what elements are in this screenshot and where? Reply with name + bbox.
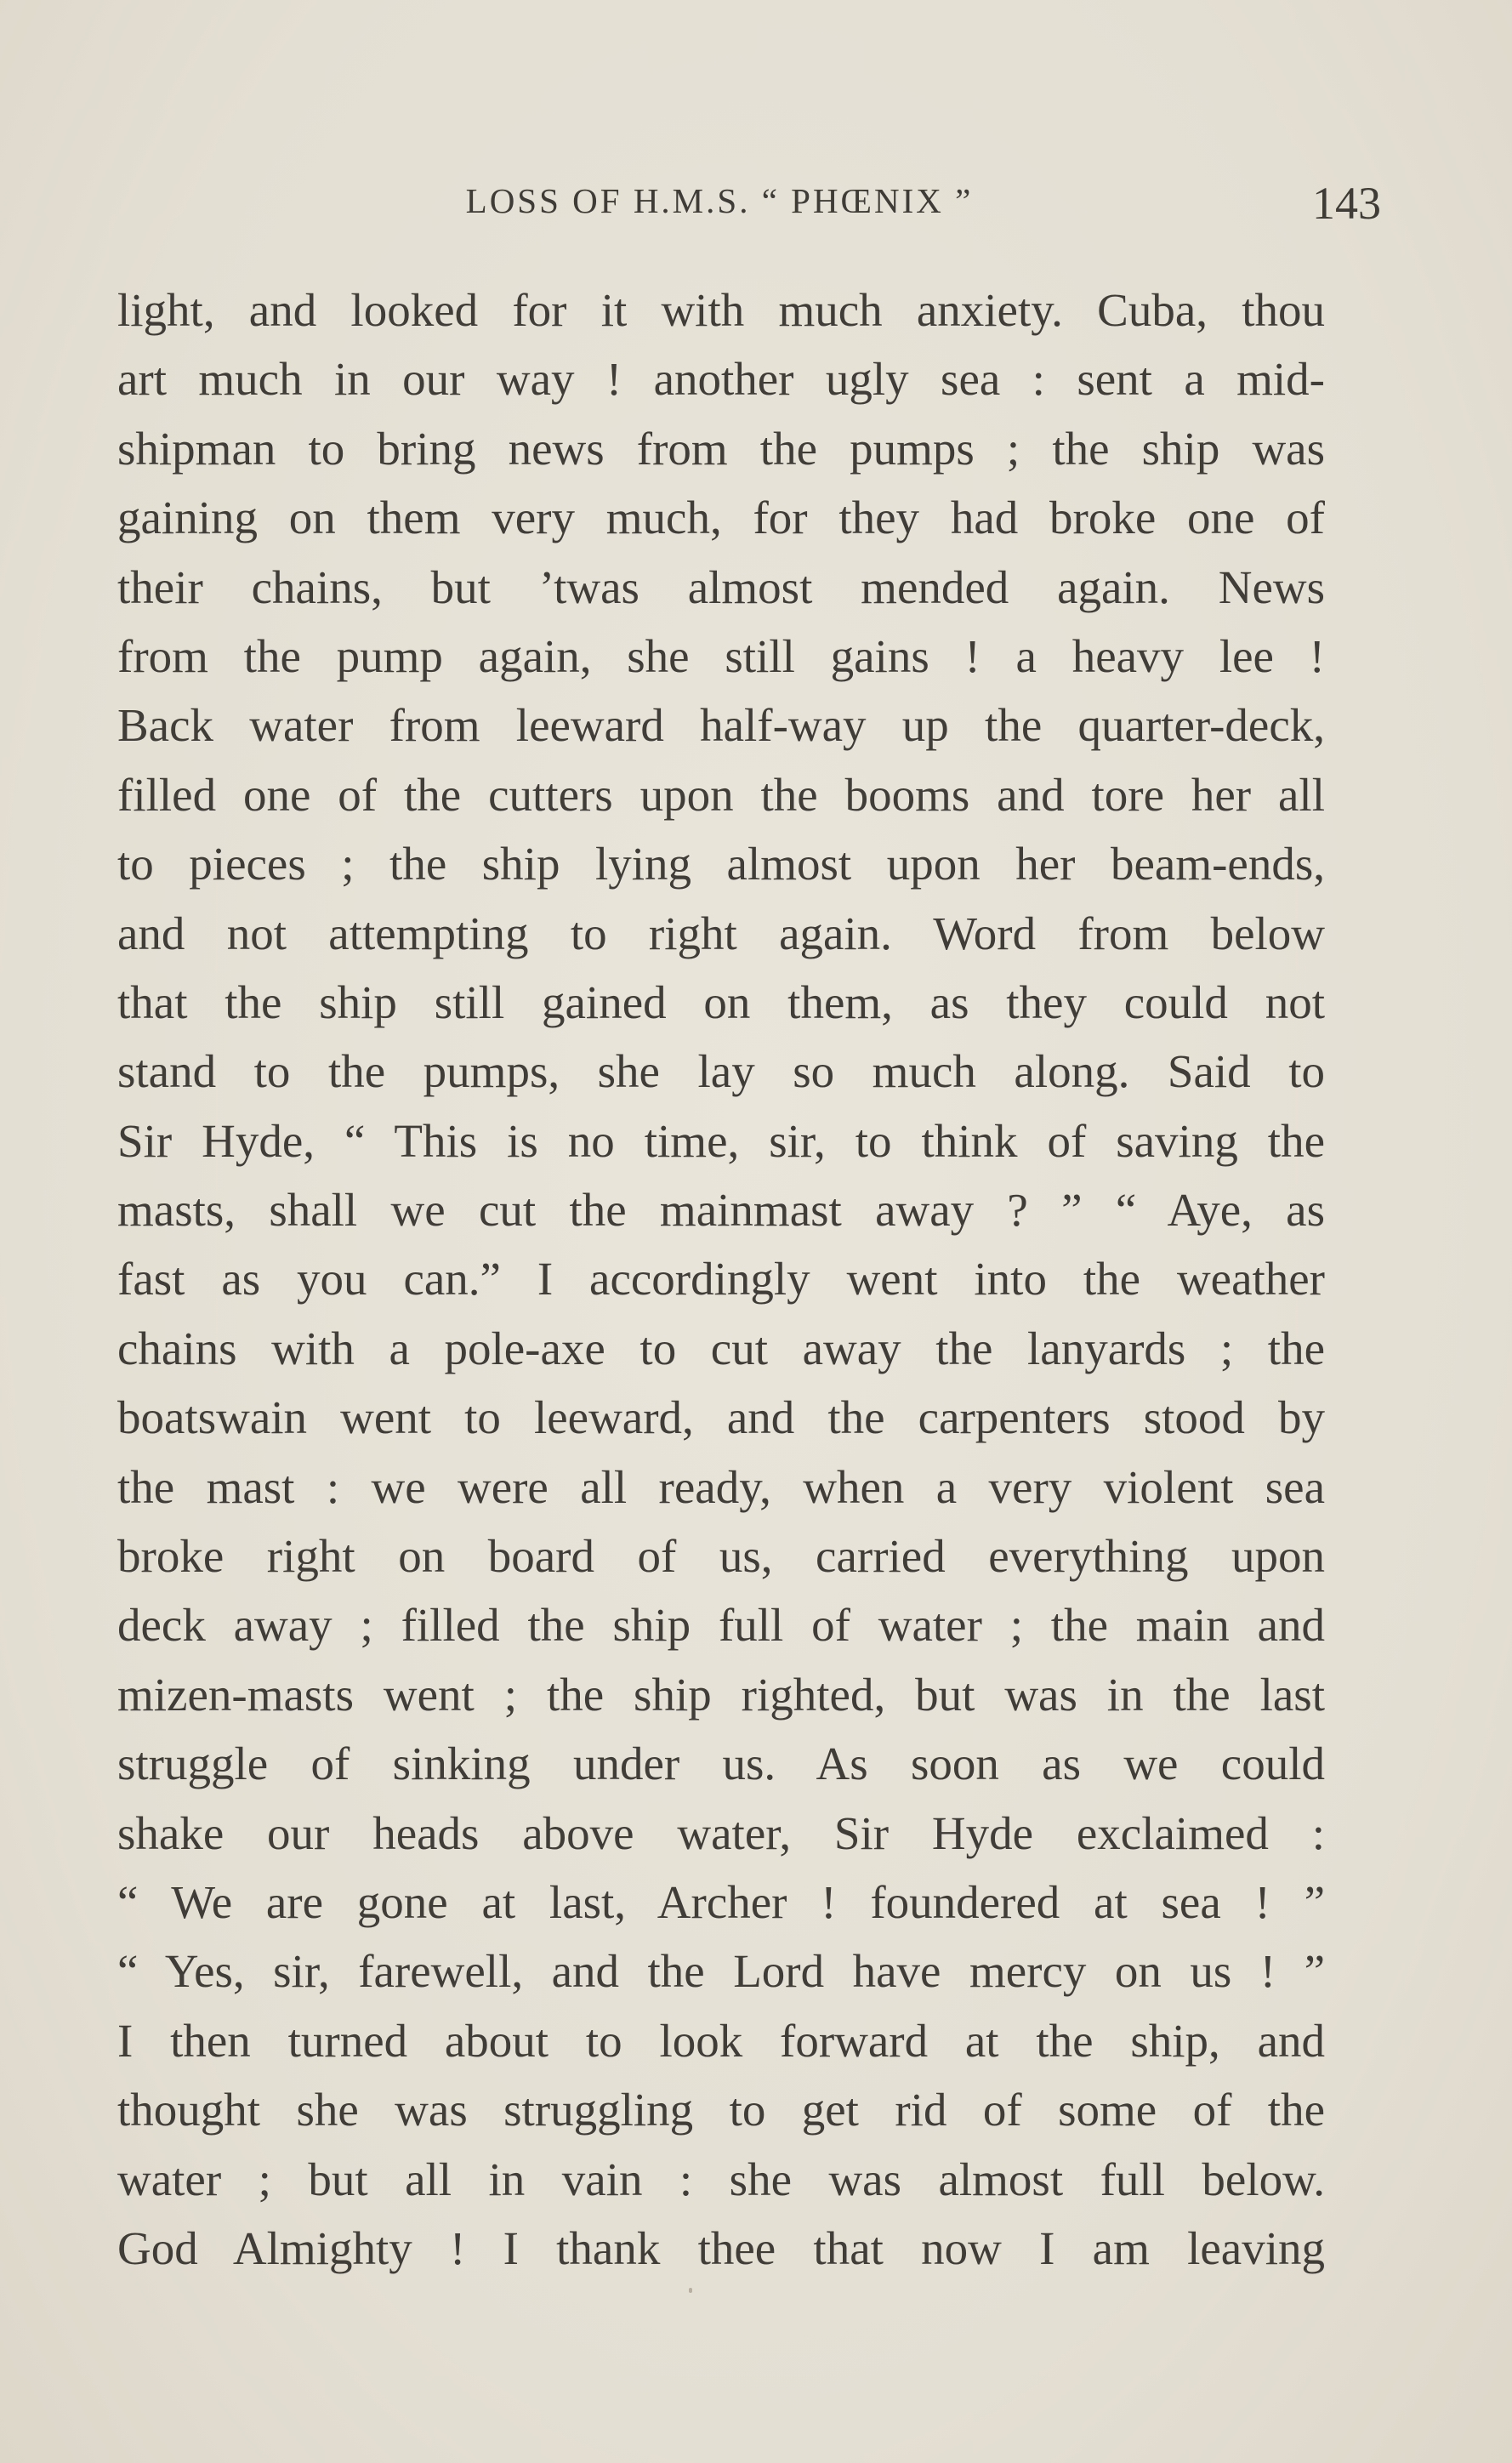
text-line: deck away ; filled the ship full of water ; the main and xyxy=(117,1599,1325,1652)
text-line: “ Yes, sir, farewell, and the Lord have mercy on us ! ” xyxy=(117,1945,1325,1998)
text-line: mizen-masts went ; the ship righted, but was in the last xyxy=(117,1668,1325,1721)
text-line: filled one of the cutters upon the booms and tore her all xyxy=(117,768,1325,821)
body-text xyxy=(117,276,1325,2283)
text-line: art much in our way ! another ugly sea : sent a mid- xyxy=(117,353,1325,406)
text-line: masts, shall we cut the mainmast away ? ” “ Aye, as xyxy=(117,1184,1325,1237)
text-line: from the pump again, she still gains ! a heavy lee ! xyxy=(117,629,1325,682)
text-line: broke right on board of us, carried everything upon xyxy=(117,1530,1325,1583)
text-line: boatswain went to leeward, and the carpenters stood by xyxy=(117,1391,1325,1444)
text-line: to pieces ; the ship lying almost upon her beam-ends, xyxy=(117,838,1325,890)
text-line: that the ship still gained on them, as they could not xyxy=(117,976,1325,1028)
running-title: LOSS OF H.M.S. “ PHŒNIX ” xyxy=(465,181,974,220)
text-line: “ We are gone at last, Archer ! foundered at sea ! ” xyxy=(117,1875,1325,1928)
text-line: I then turned about to look forward at the ship, and xyxy=(117,2014,1325,2067)
text-line: Back water from leeward half-way up the quarter-deck, xyxy=(117,699,1325,752)
text-line: chains with a pole-axe to cut away the lanyards ; the xyxy=(117,1322,1325,1374)
text-line: and not attempting to right again. Word from below xyxy=(117,907,1325,959)
text-line: stand to the pumps, she lay so much along. Said to xyxy=(117,1045,1325,1098)
text-line: Sir Hyde, “ This is no time, sir, to think of saving the xyxy=(117,1114,1325,1167)
running-head xyxy=(117,177,1381,231)
text-line: light, and looked for it with much anxiety. Cuba, thou xyxy=(117,284,1325,336)
text-line: fast as you can.” I accordingly went into the weather xyxy=(117,1253,1325,1305)
text-line: shipman to bring news from the pumps ; the ship was xyxy=(117,422,1325,475)
paper-speck xyxy=(689,2288,692,2293)
text-line: God Almighty ! I thank thee that now I am leaving xyxy=(117,2221,1325,2274)
text-line: gaining on them very much, for they had broke one of xyxy=(117,492,1325,544)
text-line: water ; but all in vain : she was almost full below. xyxy=(117,2153,1325,2205)
text-line: the mast : we were all ready, when a very violent sea xyxy=(117,1460,1325,1513)
text-line: shake our heads above water, Sir Hyde exclaimed : xyxy=(117,1806,1325,1859)
text-line: struggle of sinking under us. As soon as we could xyxy=(117,1738,1325,1790)
text-line: thought she was struggling to get rid of some of the xyxy=(117,2084,1325,2136)
page-number: 143 xyxy=(1312,178,1381,229)
text-line: their chains, but ’twas almost mended again. News xyxy=(117,560,1325,613)
